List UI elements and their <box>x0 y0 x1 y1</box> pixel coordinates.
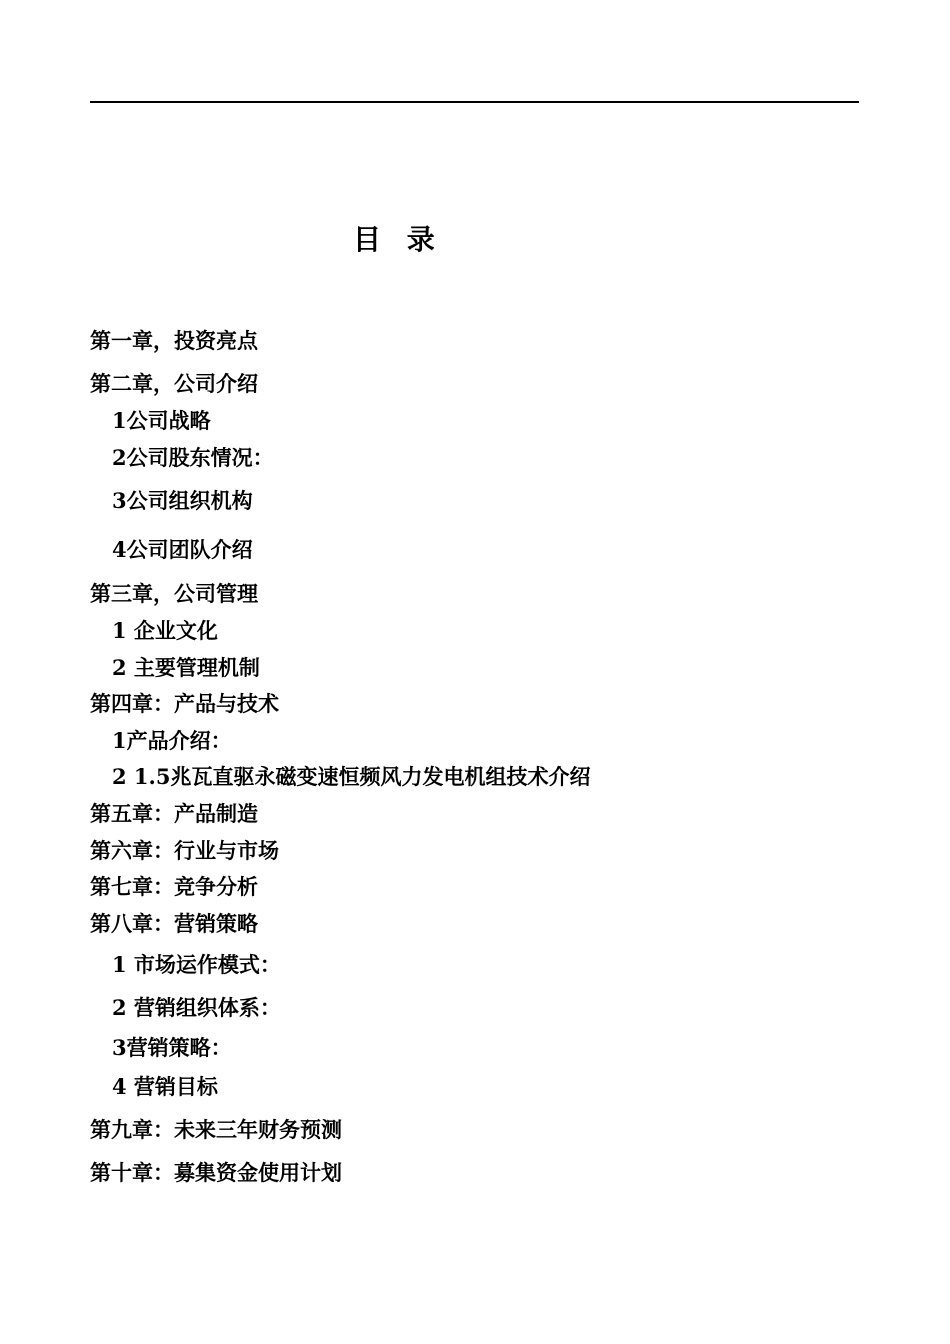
toc-chapter-2: 第二章，公司介绍 <box>90 371 258 396</box>
toc-section-2-4: 4公司团队介绍 <box>112 537 253 562</box>
toc-chapter-9: 第九章：未来三年财务预测 <box>90 1117 342 1142</box>
toc-chapter-10: 第十章：募集资金使用计划 <box>90 1160 342 1185</box>
toc-title: 目 录 <box>353 223 443 256</box>
toc-section-8-1: 1 市场运作模式： <box>112 952 281 977</box>
toc-section-4-1: 1产品介绍： <box>112 728 232 753</box>
toc-chapter-6: 第六章：行业与市场 <box>90 838 279 863</box>
toc-section-2-3: 3公司组织机构 <box>112 488 253 513</box>
toc-section-4-2: 2 1.5兆瓦直驱永磁变速恒频风力发电机组技术介绍 <box>112 764 591 789</box>
toc-chapter-1: 第一章，投资亮点 <box>90 328 258 353</box>
toc-chapter-4: 第四章：产品与技术 <box>90 691 279 716</box>
toc-chapter-3: 第三章，公司管理 <box>90 581 258 606</box>
toc-chapter-5: 第五章：产品制造 <box>90 801 258 826</box>
toc-chapter-8: 第八章：营销策略 <box>90 911 258 936</box>
header-rule <box>90 101 859 103</box>
toc-section-8-3: 3营销策略： <box>112 1035 232 1060</box>
toc-section-2-2: 2公司股东情况： <box>112 445 274 470</box>
toc-section-3-1: 1 企业文化 <box>112 618 218 643</box>
toc-section-8-4: 4 营销目标 <box>112 1074 218 1099</box>
toc-section-8-2: 2 营销组织体系： <box>112 995 281 1020</box>
toc-section-3-2: 2 主要管理机制 <box>112 655 260 680</box>
toc-chapter-7: 第七章：竞争分析 <box>90 874 258 899</box>
toc-section-2-1: 1公司战略 <box>112 408 211 433</box>
